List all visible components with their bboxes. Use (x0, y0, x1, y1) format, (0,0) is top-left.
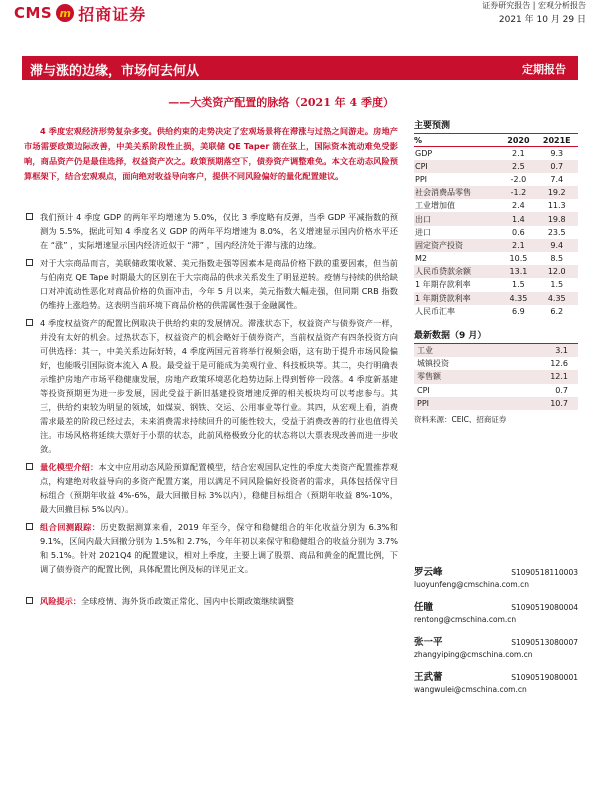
analyst-name: 任瞳 (414, 602, 434, 613)
table-row (414, 173, 578, 186)
checkbox-square-icon (26, 213, 33, 220)
analyst-id: S1090519080001 (511, 673, 578, 682)
row-label: 工业增加值 (415, 201, 455, 211)
row-label: CPI (414, 160, 501, 173)
sidebar (414, 118, 578, 425)
bullet-lead: 组合回测跟踪： (40, 522, 101, 532)
analyst-email[interactable]: luoyunfeng@cmschina.com.cn (414, 580, 529, 589)
cell-2020: 2.5 (501, 160, 535, 173)
checkbox-square-icon (26, 463, 33, 470)
table-row (414, 370, 578, 383)
analyst-email[interactable]: zhangyiping@cmschina.com.cn (414, 650, 533, 659)
table-row (414, 305, 578, 318)
row-label: 1 年期存款利率 (415, 280, 471, 290)
cell-2020: 0.6 (512, 227, 525, 237)
bullet-item (24, 460, 398, 516)
table-row (414, 212, 578, 225)
analyst-name: 罗云峰 (414, 567, 443, 578)
logo-en: CMS (14, 4, 53, 22)
analyst-list (414, 564, 578, 704)
analyst-name: 王武蕾 (414, 672, 443, 683)
bullet-text: 历史数据测算来看，2019 年至今，保守和稳健组合的年化收益分别为 6.3%和 9.1%，区间内最大回撤分别为 1.5%和 2.7%，今年年初以来保守和稳健组合的收益分别为 3.7%和 5.1%。针对 2021Q4 的配置建议，相对上季度，主要上调了股票、商品和黄金的配置比例，下调了债券资产的配置比例，具体配置比例及标的详见正文。 (40, 522, 398, 574)
table-row (414, 186, 578, 199)
cell-2020: 4.35 (501, 292, 535, 305)
checkbox-square-icon (26, 319, 33, 326)
table-row (414, 199, 578, 212)
row-label: 工业 (414, 343, 505, 356)
data-source: 资料来源：CEIC、招商证券 (414, 415, 507, 425)
cell-2020: 2.1 (501, 239, 535, 252)
forecast-table (414, 133, 578, 318)
bullet-item (24, 256, 398, 312)
checkbox-square-icon (26, 259, 33, 266)
row-label: 人民币贷款余额 (414, 265, 501, 278)
row-label: PPI (415, 174, 428, 184)
analyst-id: S1090513080007 (511, 638, 578, 647)
bullet-list (24, 210, 398, 608)
cell-2020: 1.4 (501, 212, 535, 225)
table-row (414, 160, 578, 173)
row-label: PPI (414, 397, 505, 410)
analyst-name: 张一平 (414, 637, 443, 648)
cell-2021e: 11.3 (547, 201, 566, 211)
checkbox-square-icon (26, 523, 33, 530)
bullet-text: 我们预计 4 季度 GDP 的两年平均增速为 5.0%，仅比 3 季度略有反弹，当季 GDP 平减指数的预测为 5.5%，据此可知 4 季度名义 GDP 的两年平均增速为 8.0%，名义增速显示国内价格水平还在 “涨” ，实际增速显示国内经济近似于 “滞” ，国内经济处于滞与涨的边缘。 (40, 212, 398, 250)
row-label: 进口 (415, 227, 431, 237)
row-label: M2 (415, 254, 427, 264)
table-row (414, 265, 578, 278)
table-row (414, 239, 578, 252)
cell-2021e: 6.2 (550, 306, 564, 316)
table-row (414, 343, 578, 356)
bullet-item (24, 520, 398, 576)
table-row (414, 147, 578, 160)
bullet-text: 本文中应用动态风险预算配置模型，结合宏观国队定性的季度大类资产配置推荐观点，构建绝对收益导向的多资产配置方案，用以满足不同风险偏好投资者的需求，具体包括保守目标组合（预期年收益 4%-6%，最大回撤目标 3%以内），稳健目标组合（预期年收益 8%-10%，最大回撤目标 5%以内）。 (40, 462, 398, 514)
risk-text: 全球疫情、海外货币政策正常化、国内中长期政策继续调整 (80, 596, 294, 606)
bullet-item (24, 316, 398, 456)
latest-data-table (414, 343, 578, 410)
cell-2021e: 7.4 (550, 174, 564, 184)
bullet-text: 4 季度权益资产的配置比例取决于供给约束的发展情况。滞涨状态下，权益资产与债券资产一样，并没有太好的机会。过热状态下，权益资产的机会略好于债券资产，当前权益资产有四条投资方向可供选择：其一，中美关系边际好转，4 季度两国元首将举行视频会晤，这有助于提升市场风险偏好，也能吸引国际资本流入 A 股。最受益于是可能成为美观行业、科技板块等。其二，央行明确表示维护房地产市场平稳健康发展，房地产政策环境恶化趋势边际上得到暂停一段落。4 季度新基建等投资预期更为进一步发展，因此受益于新旧基建投资增速反弹的相关板块均可以考虑参与。其三，供给约束较为明显的领域，如煤炭、钢铁、交运、公用事业等行业。其四，从宏观上看，消费需求最差的阶段已经过去，未来消费需求持续回升的可能性较大，受益于消费改善的行业也值得关注。市场风格将延续大票好于小票的状态，此前风格极致分化的状态将以大票表现改善而进一步收敛。 (40, 318, 398, 454)
analyst-entry (414, 599, 578, 634)
analyst-entry (414, 634, 578, 669)
cell-2021e: 19.2 (535, 186, 578, 199)
forecast-title: 主要预测 (414, 121, 451, 131)
company-logo (14, 2, 146, 24)
column-header: % (414, 134, 501, 147)
analyst-id: S1090519080004 (511, 603, 578, 612)
summary-paragraph: 4 季度宏观经济形势复杂多变。供给约束的走势决定了宏观场景将在滞涨与过热之间游走。房地产市场需要政策边际改善，中美关系阶段性止损，美联储 QE Taper 箭在弦上，国际资本流动难免受影响，商品资产仍是最佳选择，权益资产次之。政策预期落空下，债券资产调整难免。本文在动态风险预算框架下，结合宏观观点，面向绝对收益导向客户，提供不同风险偏好的量化配置建议。 (24, 126, 398, 181)
cell-2020: 6.9 (512, 306, 525, 316)
cell-2021e: 19.8 (535, 212, 578, 225)
row-label: 社会消费品零售 (414, 186, 501, 199)
bullet-item (24, 210, 398, 252)
bullet-lead: 量化模型介绍： (40, 462, 99, 472)
cell-2021e: 0.7 (535, 160, 578, 173)
cell-2020: 2.1 (512, 148, 525, 158)
cell-2021e: 8.5 (550, 254, 564, 264)
column-header: 2021E (535, 134, 578, 147)
cell-2021e: 12.0 (535, 265, 578, 278)
page-header (0, 0, 600, 40)
row-label: CPI (417, 385, 430, 395)
row-value: 10.7 (505, 397, 578, 410)
cell-2021e: 1.5 (550, 280, 564, 290)
cell-2021e: 9.4 (535, 239, 578, 252)
row-label: 零售额 (414, 370, 505, 383)
cell-2020: -1.2 (501, 186, 535, 199)
analyst-id: S1090518110003 (511, 568, 578, 577)
report-subtitle: ——大类资产配置的脉络（2021 年 4 季度） (168, 96, 394, 109)
cell-2020: 1.5 (512, 280, 525, 290)
analyst-entry (414, 669, 578, 704)
row-value: 0.7 (555, 385, 568, 395)
logo-cn: 招商证券 (78, 4, 147, 24)
cell-2020: 10.5 (509, 254, 528, 264)
checkbox-square-icon (26, 597, 33, 604)
cell-2020: -2.0 (510, 174, 527, 184)
table-row (414, 357, 578, 370)
risk-lead: 风险提示： (40, 596, 81, 606)
table-row (414, 397, 578, 410)
row-label: 城镇投资 (417, 359, 449, 369)
table-row (414, 292, 578, 305)
row-label: 人民币汇率 (415, 306, 455, 316)
column-header: 2020 (501, 134, 535, 147)
title-bar (22, 56, 578, 80)
analyst-entry (414, 564, 578, 599)
row-value: 3.1 (505, 343, 578, 356)
row-label: 固定资产投资 (414, 239, 501, 252)
table-row (414, 384, 578, 397)
report-title: 滞与涨的边缘，市场何去何从 (30, 64, 200, 79)
analyst-email[interactable]: wangwulei@cmschina.com.cn (414, 685, 527, 694)
cell-2021e: 23.5 (547, 227, 566, 237)
report-date: 2021 年 10 月 29 日 (498, 15, 586, 25)
cell-2020: 13.1 (501, 265, 535, 278)
bullet-text: 对于大宗商品而言，美联储政策收紧、美元指数走强等因素本是商品价格下跌的重要因素，但当前与伯南克 QE Tape 时期最大的区别在于大宗商品的供求关系发生了明显逆转。疫情与持续的供给缺口对冲流动性恶化对商品价格的负面冲击，今年 5 月以来，美元指数大幅走强，但同期 CRB 指数仍维持上涨趋势。这表明当前环境下商品价格的供需属性强于金融属性。 (40, 258, 398, 310)
cell-2021e: 4.35 (535, 292, 578, 305)
cell-2020: 2.4 (512, 201, 525, 211)
row-label: 出口 (414, 212, 501, 225)
latest-data-title: 最新数据（9 月） (414, 330, 487, 341)
table-row (414, 278, 578, 291)
row-value: 12.1 (505, 370, 578, 383)
report-type: 证券研究报告 | 宏观分析报告 (482, 1, 586, 10)
table-row (414, 226, 578, 239)
report-tag: 定期报告 (522, 63, 566, 76)
cell-2021e: 9.3 (550, 148, 564, 158)
analyst-email[interactable]: rentong@cmschina.com.cn (414, 615, 517, 624)
logo-mark-icon: m (56, 4, 74, 22)
row-label: 1 年期贷款利率 (414, 292, 501, 305)
row-value: 12.6 (550, 359, 568, 369)
risk-item (24, 594, 398, 608)
table-row (414, 252, 578, 265)
row-label: GDP (415, 148, 433, 158)
